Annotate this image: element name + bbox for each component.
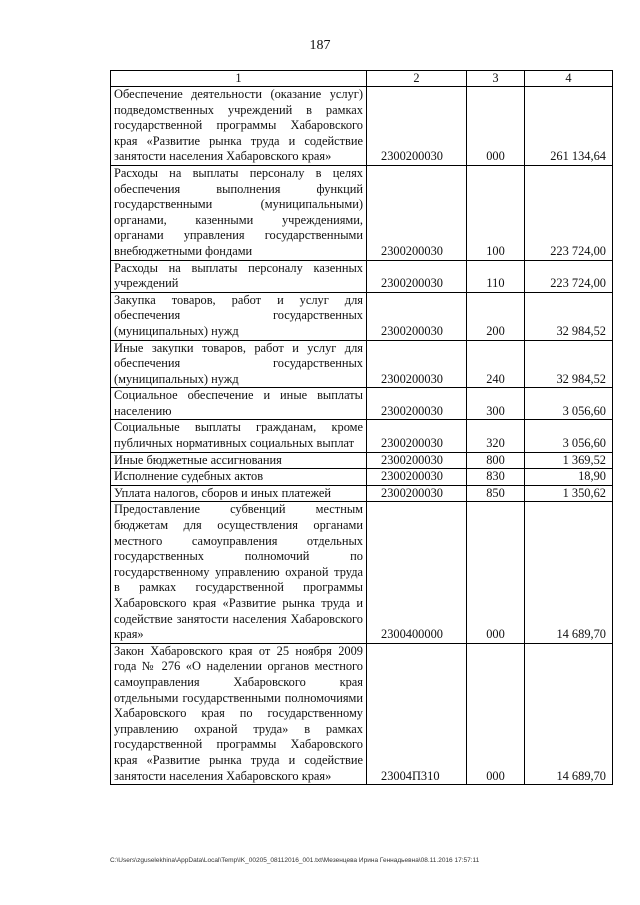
row-code-cell: 2300200030 [367, 340, 467, 388]
row-sum-cell: 32 984,52 [525, 292, 613, 340]
row-sum-cell: 261 134,64 [525, 87, 613, 166]
row-name-cell: Закон Хабаровского края от 25 ноября 2009 года № 276 «О наделении органов местного самоуправления Хабаровского края отдельными государственными полномочиями Хабаровского края по государственному управлению охраной труда» в рамках государственной программы Хабаровского края «Развитие рынка труда и содействие занятости населения Хабаровского края» [111, 643, 367, 784]
table-row [111, 165, 613, 260]
row-expense-type-cell: 000 [467, 87, 525, 166]
column-header: 3 [467, 71, 525, 87]
row-code-cell: 2300200030 [367, 260, 467, 292]
row-code-cell: 2300200030 [367, 292, 467, 340]
row-sum-cell: 3 056,60 [525, 388, 613, 420]
row-expense-type-cell: 320 [467, 420, 525, 452]
row-expense-type-cell: 000 [467, 643, 525, 784]
row-expense-type-cell: 000 [467, 502, 525, 643]
row-sum-cell: 14 689,70 [525, 643, 613, 784]
table-row [111, 643, 613, 784]
row-sum-cell: 3 056,60 [525, 420, 613, 452]
row-code-cell: 2300400000 [367, 502, 467, 643]
table-row [111, 388, 613, 420]
row-expense-type-cell: 200 [467, 292, 525, 340]
row-expense-type-cell: 100 [467, 165, 525, 260]
row-name-cell: Расходы на выплаты персоналу казенных учреждений [111, 260, 367, 292]
row-expense-type-cell: 110 [467, 260, 525, 292]
table-row [111, 260, 613, 292]
row-code-cell: 2300200030 [367, 420, 467, 452]
row-name-cell: Расходы на выплаты персоналу в целях обеспечения выполнения функций государственными (муниципальными) органами, казенными учреждениями, органами управления государственными внебюджетными фондами [111, 165, 367, 260]
row-name-cell: Предоставление субвенций местным бюджетам для осуществления органами местного самоуправления отдельных государственных полномочий по государственному управлению охраной труда в рамках государственной программы Хабаровского края «Развитие рынка труда и содействие занятости населения Хабаровского края» [111, 502, 367, 643]
table-row [111, 469, 613, 486]
row-sum-cell: 223 724,00 [525, 165, 613, 260]
row-name-cell: Уплата налогов, сборов и иных платежей [111, 485, 367, 502]
table-row [111, 485, 613, 502]
row-sum-cell: 1 350,62 [525, 485, 613, 502]
file-path-footer: C:\Users\zguselekhina\AppData\Local\Temp\IK_00205_08112016_001.txt\Мезенцева Ирина Геннадьевна\08.11.2016 17:57:11 [110, 857, 480, 864]
table-row [111, 452, 613, 469]
column-header: 1 [111, 71, 367, 87]
row-name-cell: Иные закупки товаров, работ и услуг для обеспечения государственных (муниципальных) нужд [111, 340, 367, 388]
row-expense-type-cell: 300 [467, 388, 525, 420]
row-name-cell: Социальное обеспечение и иные выплаты населению [111, 388, 367, 420]
table-row [111, 292, 613, 340]
row-name-cell: Закупка товаров, работ и услуг для обеспечения государственных (муниципальных) нужд [111, 292, 367, 340]
row-name-cell: Обеспечение деятельности (оказание услуг) подведомственных учреждений в рамках государственной программы Хабаровского края «Развитие рынка труда и содействие занятости населения Хабаровского края» [111, 87, 367, 166]
row-sum-cell: 32 984,52 [525, 340, 613, 388]
row-code-cell: 2300200030 [367, 165, 467, 260]
row-code-cell: 2300200030 [367, 485, 467, 502]
row-sum-cell: 18,90 [525, 469, 613, 486]
row-sum-cell: 1 369,52 [525, 452, 613, 469]
table-header-row [111, 71, 613, 87]
row-expense-type-cell: 240 [467, 340, 525, 388]
row-expense-type-cell: 850 [467, 485, 525, 502]
row-sum-cell: 223 724,00 [525, 260, 613, 292]
table-row [111, 502, 613, 643]
row-name-cell: Социальные выплаты гражданам, кроме публичных нормативных социальных выплат [111, 420, 367, 452]
row-code-cell: 2300200030 [367, 469, 467, 486]
row-code-cell: 2300200030 [367, 452, 467, 469]
row-code-cell: 2300200030 [367, 87, 467, 166]
column-header: 2 [367, 71, 467, 87]
table-row [111, 87, 613, 166]
row-sum-cell: 14 689,70 [525, 502, 613, 643]
row-expense-type-cell: 800 [467, 452, 525, 469]
row-code-cell: 23004П310 [367, 643, 467, 784]
table-row [111, 420, 613, 452]
row-name-cell: Исполнение судебных актов [111, 469, 367, 486]
budget-table [110, 70, 613, 785]
row-name-cell: Иные бюджетные ассигнования [111, 452, 367, 469]
page-number: 187 [309, 38, 331, 53]
table-row [111, 340, 613, 388]
column-header: 4 [525, 71, 613, 87]
row-expense-type-cell: 830 [467, 469, 525, 486]
row-code-cell: 2300200030 [367, 388, 467, 420]
